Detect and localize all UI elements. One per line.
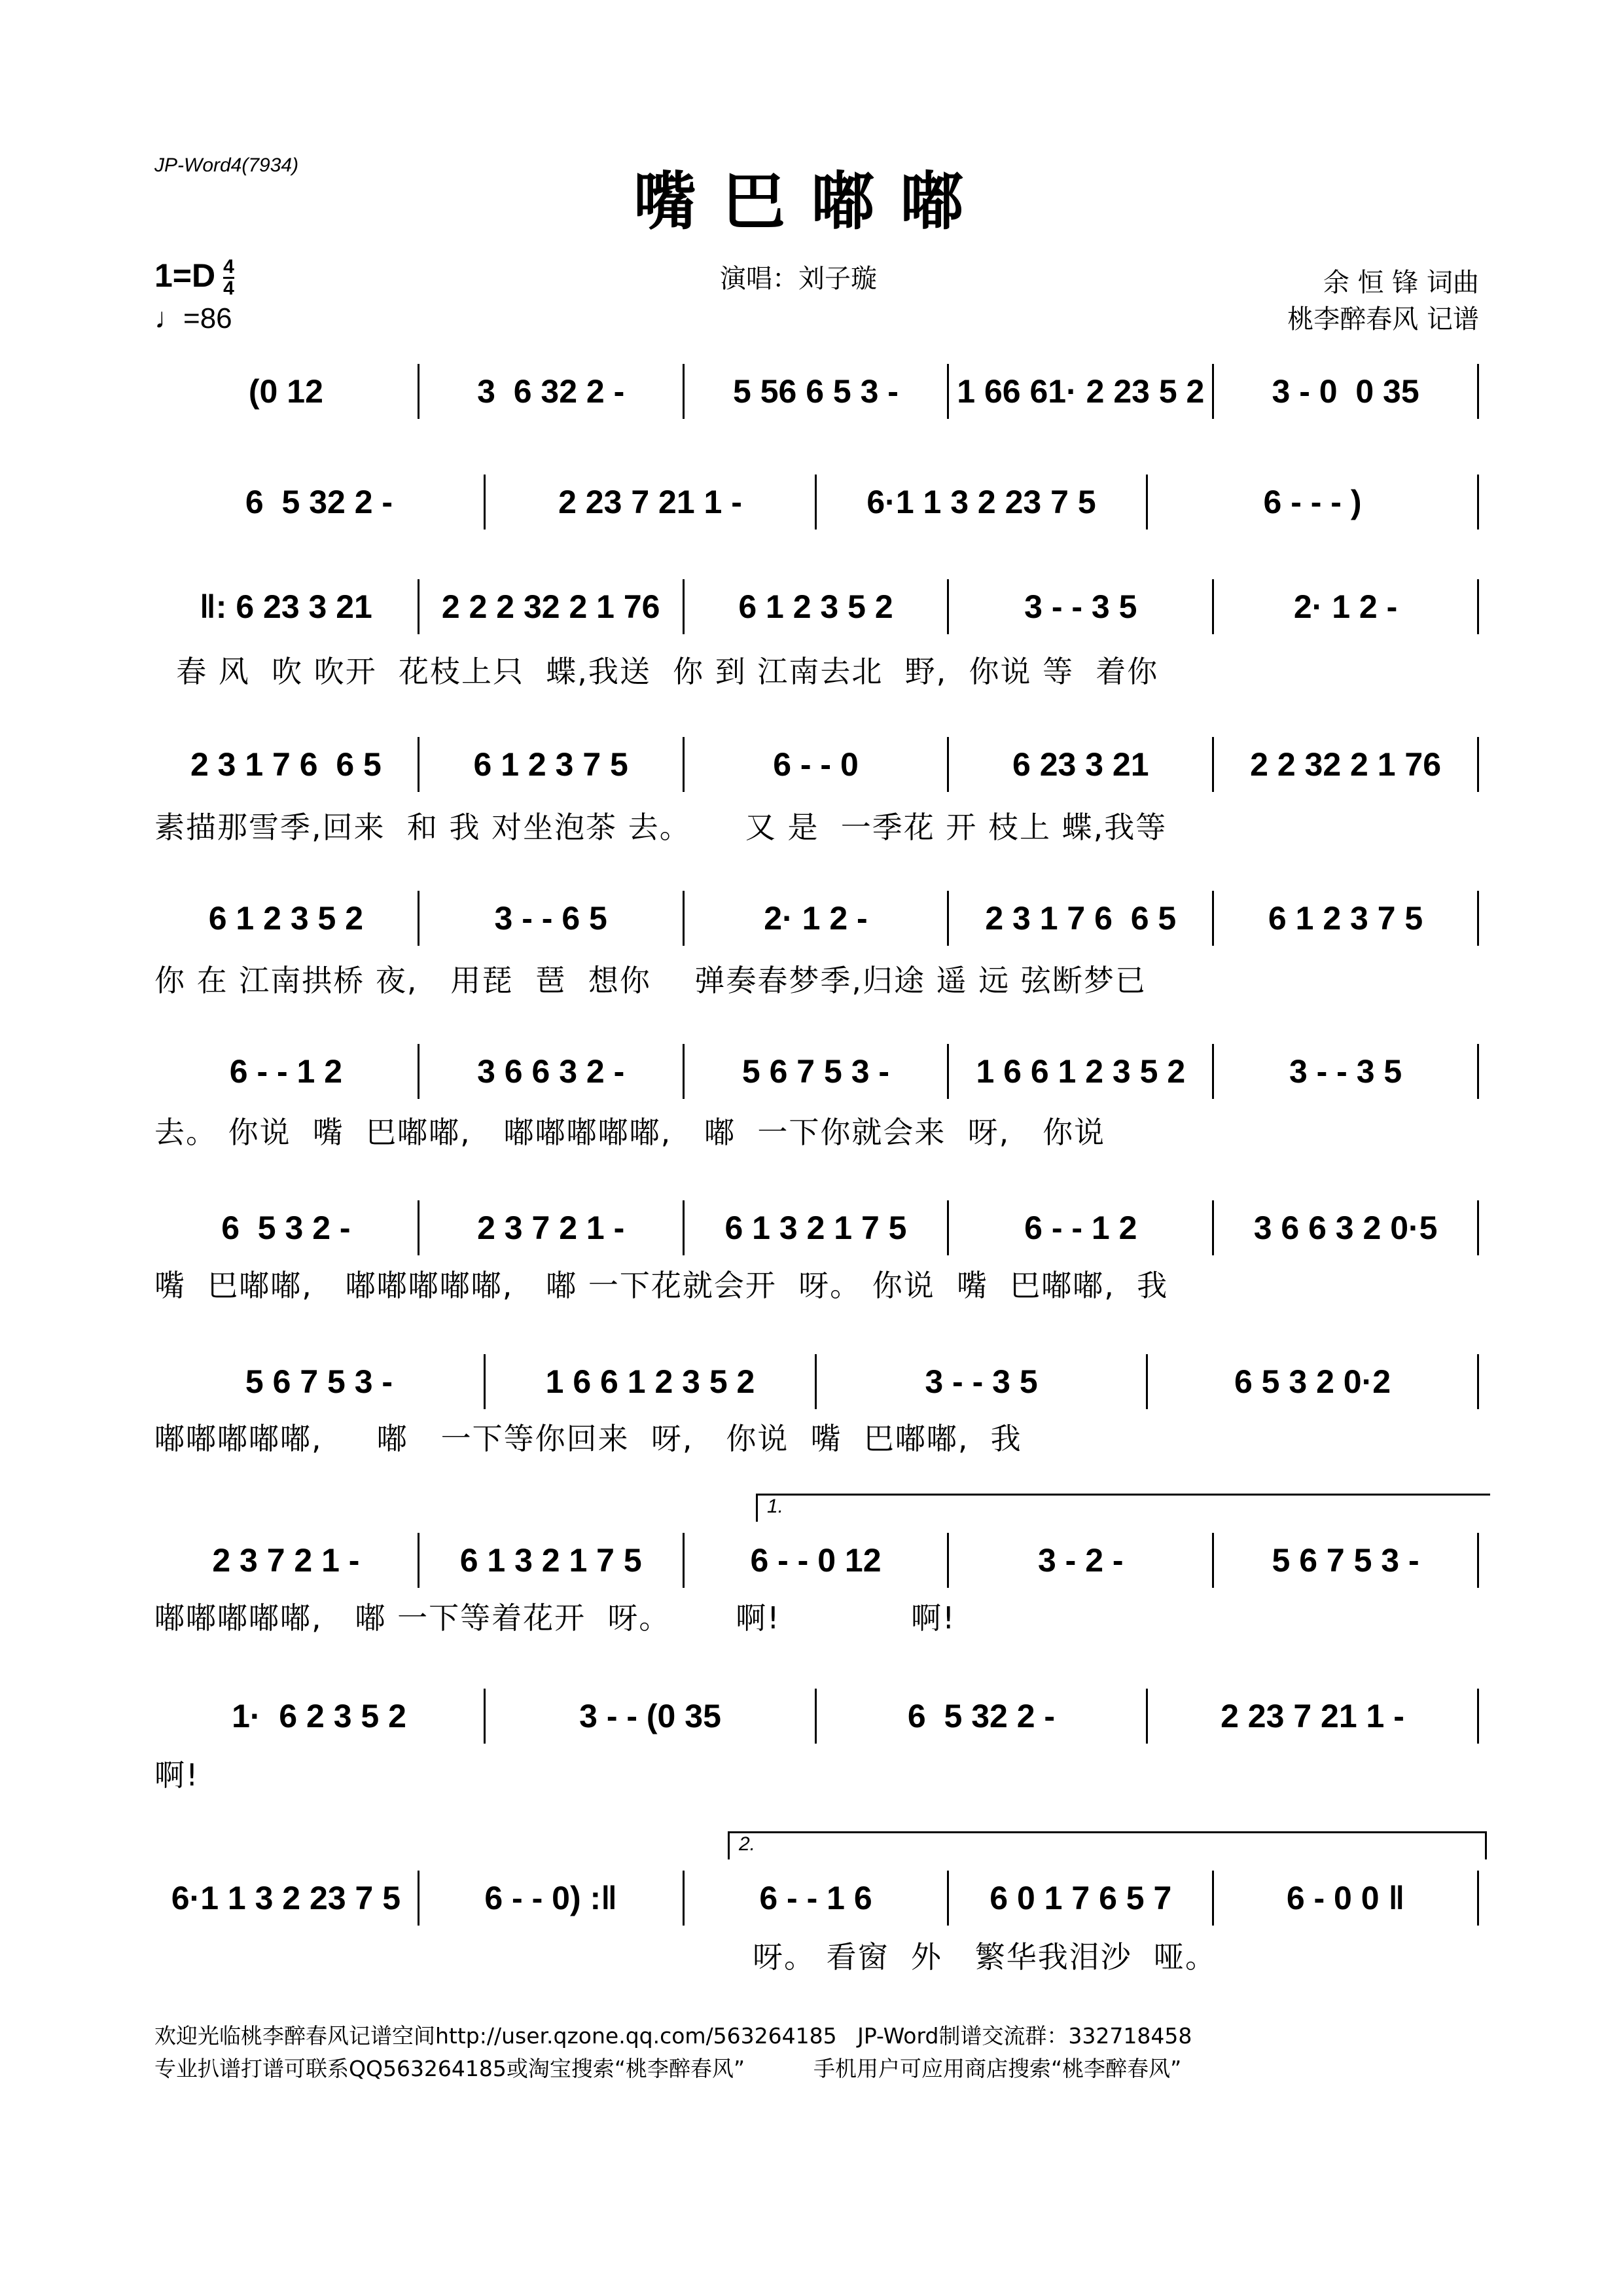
measure: 2· 1 2 - [1293, 588, 1398, 625]
lyrics-line: 呀。 看窗 外 繁华我泪沙 哑。 [753, 1939, 1217, 1975]
score-system [154, 1202, 1479, 1254]
measure: 2 2 2 32 2 1 76 [441, 588, 660, 625]
measure: 3 6 6 3 2 0·5 [1253, 1210, 1438, 1246]
score-system [154, 738, 1479, 791]
measure: ‖: 6 23 3 21 [199, 588, 372, 625]
measure: (0 12 [248, 373, 323, 410]
measure: 2 3 7 2 1 - [477, 1210, 625, 1246]
measure: 1 6 6 1 2 3 5 2 [976, 1053, 1186, 1090]
score-system [154, 1534, 1479, 1587]
measure: 3 6 6 3 2 - [477, 1053, 625, 1090]
bar-line [1477, 364, 1479, 419]
bar-line [1477, 891, 1479, 946]
bar-line [1477, 1200, 1479, 1255]
volta-bracket: 1. [756, 1494, 1490, 1522]
score-system [154, 1872, 1479, 1924]
measure: 6 1 3 2 1 7 5 [724, 1210, 907, 1246]
measure: 5 56 6 5 3 - [733, 373, 899, 410]
measure: 2 2 32 2 1 76 [1250, 746, 1442, 783]
measure: 6 23 3 21 [1012, 746, 1149, 783]
key-signature [154, 257, 234, 298]
measure: 2 23 7 21 1 - [558, 484, 742, 520]
measure: 6 1 2 3 5 2 [738, 588, 893, 625]
lyrics-line: 素描那雪季,回来 和 我 对坐泡茶 去。 又 是 一季花 开 枝上 蝶,我等 [154, 810, 1168, 845]
lyrics-line: 你 在 江南拱桥 夜, 用琵 琶 想你 弹奏春梦季,归途 遥 远 弦断梦已 [154, 963, 1147, 998]
measure: 6 1 2 3 7 5 [1268, 900, 1423, 937]
footer-line-1: 欢迎光临桃李醉春风记谱空间http://user.qzone.qq.com/563264185 JP-Word制谱交流群：332718458 [154, 2023, 1192, 2049]
footer-line-2: 专业扒谱打谱可联系QQ563264185或淘宝搜索“桃李醉春风” 手机用户可应用商店搜索“桃李醉春风” [154, 2056, 1182, 2081]
time-bottom: 4 [223, 278, 234, 300]
score-system [154, 892, 1479, 944]
time-top: 4 [223, 256, 234, 278]
singer-credit: 演唱：刘子璇 [720, 264, 877, 294]
lyrics-line: 嘴 巴嘟嘟, 嘟嘟嘟嘟嘟, 嘟 一下花就会开 呀。 你说 嘴 巴嘟嘟, 我 [154, 1268, 1169, 1303]
measure: 3 - - 6 5 [494, 900, 607, 937]
measure: 3 - 0 0 35 [1272, 373, 1419, 410]
bar-line [1477, 737, 1479, 792]
measure: 2 3 1 7 6 6 5 [985, 900, 1177, 937]
measure: 5 6 7 5 3 - [741, 1053, 890, 1090]
measure: 6 - - 1 6 [759, 1880, 872, 1916]
measure: 3 - - 3 5 [1289, 1053, 1402, 1090]
measure: 6 - 0 0 ‖ [1286, 1880, 1405, 1916]
measure: 6 5 3 2 0·2 [1234, 1363, 1391, 1400]
measure: 2 3 7 2 1 - [212, 1542, 360, 1579]
lyrics-line: 嘟嘟嘟嘟嘟, 嘟 一下等你回来 呀, 你说 嘴 巴嘟嘟, 我 [154, 1421, 1022, 1456]
score-system [154, 1045, 1479, 1098]
score-system [154, 1355, 1479, 1408]
bar-line [1477, 1689, 1479, 1744]
measure: 6 5 32 2 - [907, 1698, 1056, 1734]
lyrics-line: 嘟嘟嘟嘟嘟, 嘟 一下等着花开 呀。 啊! 啊! [154, 1600, 956, 1636]
measure: 3 - - 3 5 [1024, 588, 1137, 625]
bar-line [1477, 579, 1479, 634]
bar-line [1477, 1871, 1479, 1926]
measure: 2 23 7 21 1 - [1221, 1698, 1404, 1734]
measure: 6 1 2 3 7 5 [473, 746, 628, 783]
measure: 5 6 7 5 3 - [1272, 1542, 1419, 1579]
measure: 6·1 1 3 2 23 7 5 [866, 484, 1096, 520]
bar-line [1477, 1533, 1479, 1588]
measure: 1 66 61· 2 23 5 2 [957, 373, 1205, 410]
measure: 2 3 1 7 6 6 5 [190, 746, 382, 783]
measure: 6·1 1 3 2 23 7 5 [171, 1880, 401, 1916]
bar-line [1477, 1044, 1479, 1099]
measure: 6 - - 0 12 [750, 1542, 882, 1579]
lyrics-line: 去。 你说 嘴 巴嘟嘟, 嘟嘟嘟嘟嘟, 嘟 一下你就会来 呀, 你说 [154, 1115, 1106, 1150]
measure: 6 5 3 2 - [221, 1210, 351, 1246]
bar-line [1477, 475, 1479, 529]
bar-line [1477, 1354, 1479, 1409]
measure: 3 - - (0 35 [579, 1698, 721, 1734]
measure: 3 - - 3 5 [925, 1363, 1038, 1400]
measure: 6 - - 1 2 [1024, 1210, 1137, 1246]
tempo-marking: ♩=86 [154, 302, 232, 334]
transcriber-credit: 桃李醉春风 记谱 [1287, 304, 1479, 334]
measure: 6 0 1 7 6 5 7 [990, 1880, 1172, 1916]
measure: 1 6 6 1 2 3 5 2 [545, 1363, 755, 1400]
score-system [154, 365, 1479, 418]
measure: 3 - 2 - [1037, 1542, 1124, 1579]
lyrics-line: 春 风 吹 吹开 花枝上只 蝶,我送 你 到 江南去北 野, 你说 等 着你 [154, 654, 1159, 689]
time-signature [223, 257, 234, 298]
page-title: 嘴巴嘟嘟 [633, 165, 990, 238]
score-system [154, 476, 1479, 528]
measure: 6 - - 0 [773, 746, 859, 783]
measure: 2· 1 2 - [764, 900, 868, 937]
measure: 1· 6 2 3 5 2 [232, 1698, 406, 1734]
measure: 5 6 7 5 3 - [245, 1363, 393, 1400]
score-system [154, 1690, 1479, 1742]
measure: 6 - - - ) [1263, 484, 1362, 520]
composer-credit: 余 恒 锋 词曲 [1323, 268, 1479, 298]
score-system [154, 581, 1479, 633]
measure: 6 1 2 3 5 2 [208, 900, 364, 937]
lyrics-line: 啊! [154, 1757, 200, 1793]
measure: 6 1 3 2 1 7 5 [459, 1542, 642, 1579]
volta-bracket: 2. [728, 1831, 1487, 1859]
measure: 6 - - 0) :‖ [484, 1880, 618, 1916]
measure: 3 6 32 2 - [477, 373, 625, 410]
measure: 6 5 32 2 - [245, 484, 393, 520]
software-label: JP-Word4(7934) [154, 154, 299, 176]
key-label: 1=D [154, 257, 216, 294]
measure: 6 - - 1 2 [229, 1053, 343, 1090]
